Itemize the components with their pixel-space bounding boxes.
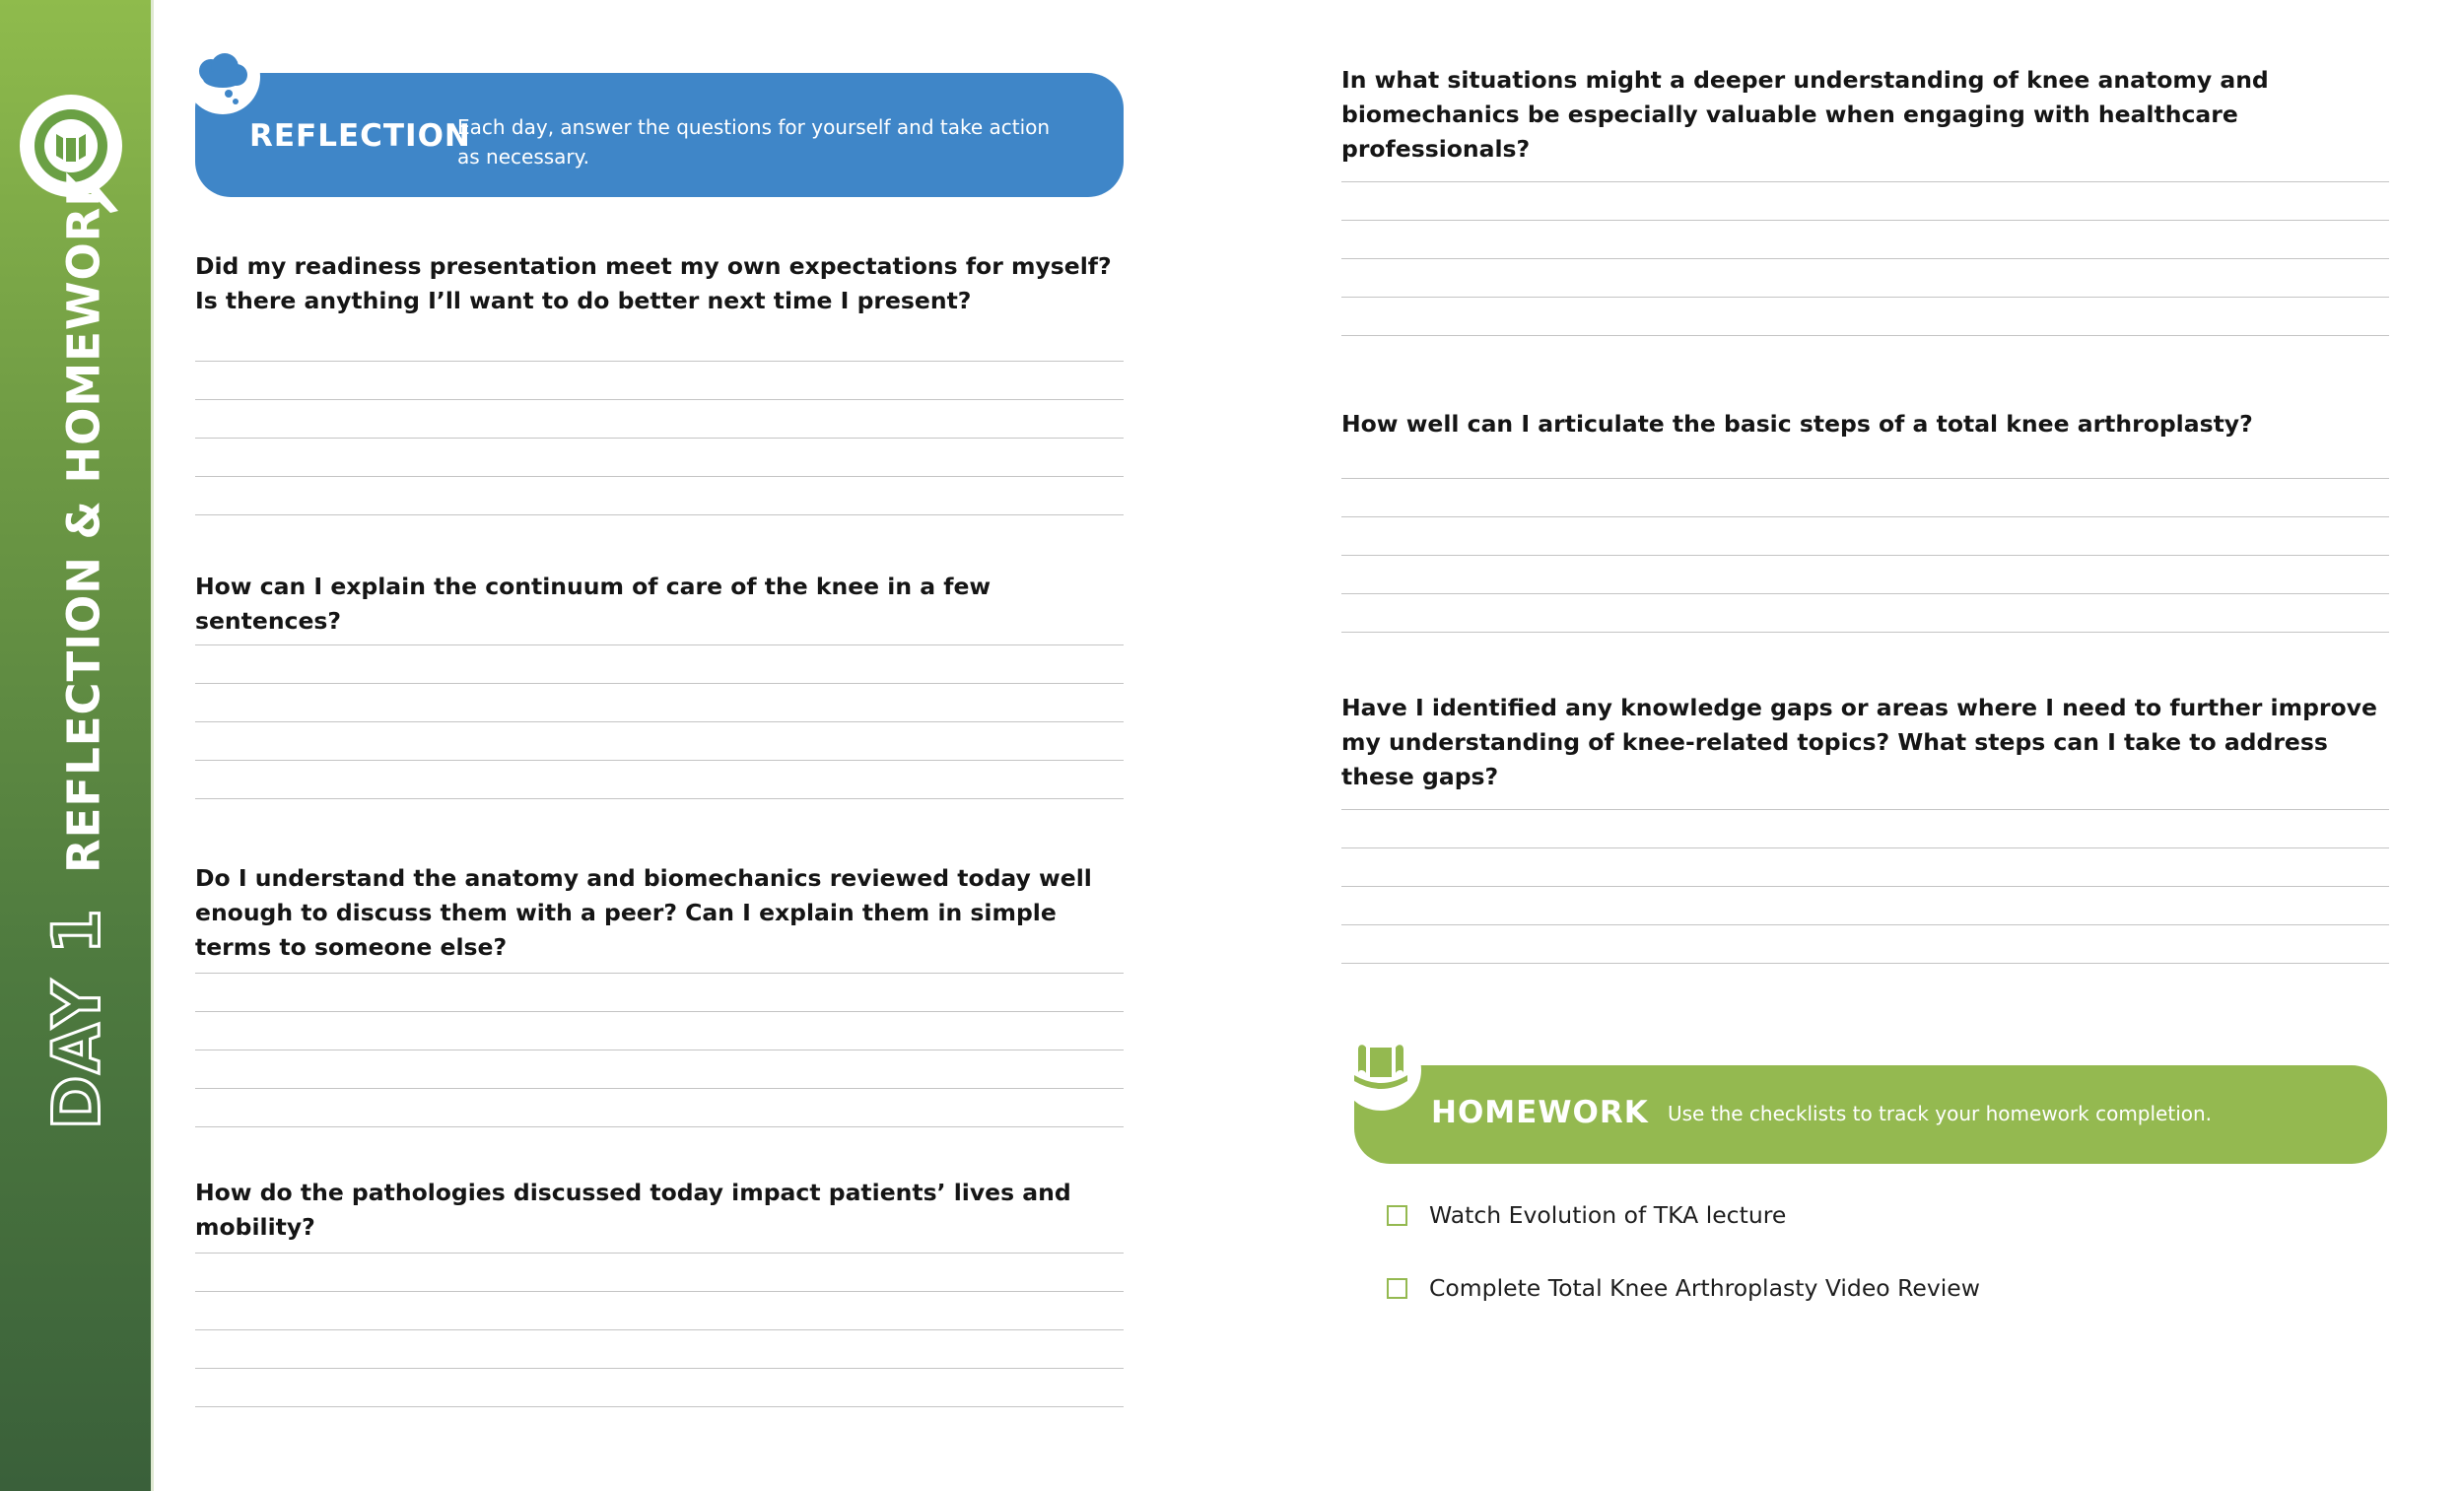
homework-banner [1354,1065,2387,1164]
reflection-instructions: Each day, answer the questions for yourself and take action as necessary. [457,115,1051,169]
answer-lines-1[interactable] [195,323,1124,515]
sidebar-title [39,171,115,1130]
question-2: How can I explain the continuum of care of the knee in a few sentences? [195,573,992,635]
homework-instructions: Use the checklists to track your homework completion. [1668,1102,2213,1125]
question-3: Do I understand the anatomy and biomechanics reviewed today well enough to discuss them with a peer? Can I explain them in simple terms to someone else? [195,864,1092,961]
answer-lines-2[interactable] [195,607,1124,799]
answer-lines-7[interactable] [1341,772,2389,964]
question-4: How do the pathologies discussed today impact patients’ lives and mobility? [195,1179,1071,1241]
question-1: Did my readiness presentation meet my own expectations for myself? Is there anything I’ll want to do better next time I present? [195,252,1112,314]
homework-task-2[interactable] [1387,1274,1980,1302]
task-checkbox[interactable] [1387,1278,1407,1299]
task-checkbox[interactable] [1387,1205,1407,1226]
homework-title: HOMEWORK [1431,1095,1649,1130]
reflection-title: REFLECTION [249,118,471,154]
question-5: In what situations might a deeper understanding of knee anatomy and biomechanics be especially valuable when engaging with healthcare professionals? [1341,66,2269,163]
question-7: Have I identified any knowledge gaps or areas where I need to further improve my understanding of knee-related topics? What steps can I take to address these gaps? [1341,694,2377,790]
answer-lines-5[interactable] [1341,144,2389,336]
task-label: Watch Evolution of TKA lecture [1429,1201,1787,1229]
reflection-banner [195,73,1124,197]
answer-lines-4[interactable] [195,1215,1124,1407]
day-label: DAY 1 [38,907,115,1130]
question-6: How well can I articulate the basic steps of a total knee arthroplasty? [1341,410,2253,438]
sidebar [0,0,154,1491]
homework-task-1[interactable] [1387,1201,1786,1229]
homework-badge [1340,1030,1421,1111]
answer-lines-3[interactable] [195,935,1124,1127]
book-icon [1340,1030,1421,1111]
reflection-badge [185,39,260,114]
thought-bubble-icon [185,39,260,114]
section-label: REFLECTION & HOMEWORK [57,170,110,874]
task-label: Complete Total Knee Arthroplasty Video Review [1429,1274,1980,1302]
answer-lines-6[interactable] [1341,441,2389,633]
